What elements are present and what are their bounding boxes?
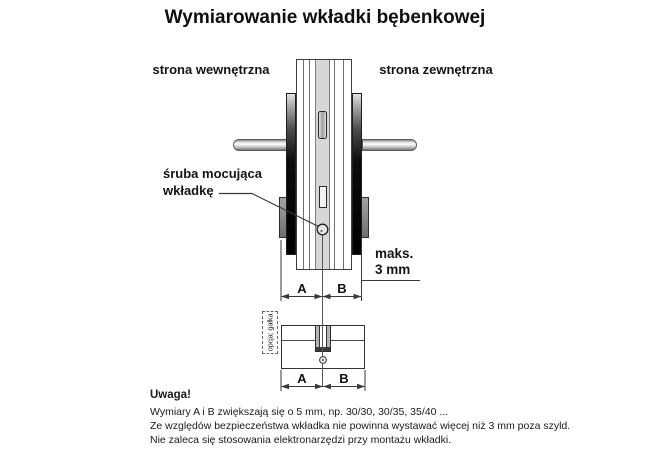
dimension-b-label-main: B <box>337 281 347 296</box>
inner-side-label: strona wewnętrzna <box>152 62 270 77</box>
cam-slot-upper <box>318 111 327 139</box>
note-line: Wymiary A i B zwiększają się o 5 mm, np. 30/30, 30/35, 35/40 ... <box>150 406 449 418</box>
dimension-a-label-main: A <box>297 281 307 296</box>
knob-option-box <box>262 311 278 354</box>
cam-slot-lower <box>319 186 327 208</box>
arrowhead <box>354 294 362 300</box>
mounting-screw-label-line2: wkładkę <box>163 182 214 198</box>
cylinder-cam <box>315 325 331 352</box>
escutcheon-left <box>286 93 296 255</box>
note-block <box>150 389 642 447</box>
cam-bottom-cap <box>316 347 330 351</box>
max-protrusion-label-line2: 3 mm <box>375 261 411 277</box>
cam-bar-right <box>326 326 330 347</box>
spindle-rod-left <box>233 139 287 151</box>
door-groove <box>334 60 335 269</box>
cam-bar-left <box>316 326 320 347</box>
arrowhead <box>323 294 331 300</box>
note-line: Nie zaleca się stosowania elektronarzędzi przy montażu wkładki. <box>150 434 452 446</box>
cylinder-body <box>281 325 365 369</box>
door-groove <box>309 60 310 269</box>
escutcheon-right <box>352 93 362 255</box>
arrowhead <box>315 294 323 300</box>
mounting-screw-label <box>163 166 262 199</box>
spindle-rod-right <box>362 139 417 151</box>
dimension-a-label-lower: A <box>297 371 307 386</box>
cylinder-end-right <box>361 197 369 238</box>
door-cross-section <box>296 59 352 270</box>
note-heading: Uwaga! <box>150 389 191 401</box>
page-title: Wymiarowanie wkładki bębenkowej <box>164 7 486 28</box>
arrowhead <box>281 294 289 300</box>
outer-side-label: strona zewnętrzna <box>379 62 493 77</box>
cylinder-channel-strip <box>315 60 330 269</box>
max-protrusion-label-line1: maks. <box>375 246 414 261</box>
door-groove <box>303 60 304 269</box>
note-line: Ze względów bezpieczeństwa wkładka nie powinna wystawać więcej niż 3 mm poza szyld. <box>150 420 571 432</box>
dimension-b-label-lower: B <box>339 371 349 386</box>
knob-option-label: opcja: gałka <box>265 313 275 352</box>
door-groove <box>343 60 344 269</box>
mounting-screw-label-line1: śruba mocująca <box>163 166 262 181</box>
max-protrusion-label <box>375 246 413 277</box>
